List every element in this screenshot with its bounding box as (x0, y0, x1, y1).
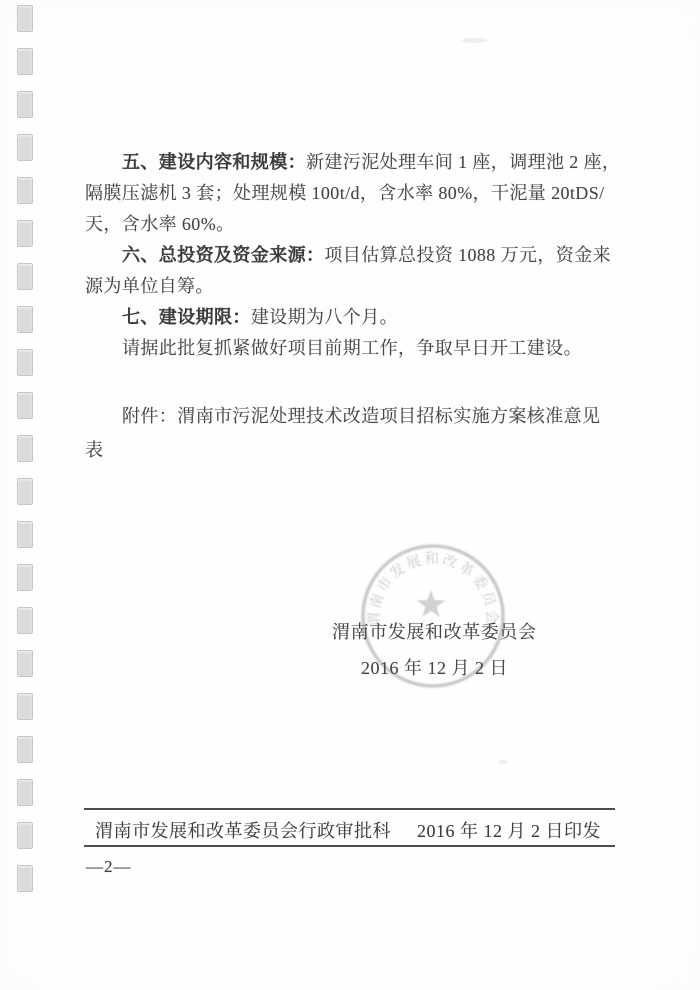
body-line (85, 271, 615, 302)
binding-hole (17, 564, 33, 591)
body-text: 源为单位自筹。 (85, 276, 214, 296)
binding-hole (17, 865, 33, 892)
signature-date: 2016 年 12 月 2 日 (361, 658, 508, 678)
body-line (85, 240, 615, 271)
binding-hole (17, 5, 33, 32)
scan-smudge (498, 760, 508, 764)
footer-print-date: 2016 年 12 月 2 日印发 (417, 821, 601, 841)
body-line (85, 147, 621, 178)
binding-hole (17, 779, 33, 806)
binding-hole (17, 91, 33, 118)
attachment-note (85, 399, 625, 467)
section-heading: 七、建设期限： (122, 307, 251, 327)
scan-smudge (462, 38, 488, 43)
binding-hole (17, 349, 33, 376)
binding-hole (17, 435, 33, 462)
document-body (85, 147, 621, 364)
seal-arc-text: 渭南市发展和改革委员会 (366, 551, 500, 627)
binding-hole (17, 650, 33, 677)
binding-hole (17, 607, 33, 634)
attachment-line: 附件：渭南市污泥处理技术改造项目招标实施方案核准意见 (122, 406, 601, 426)
body-text: 请据此批复抓紧做好项目前期工作，争取早日开工建设。 (122, 338, 582, 358)
binding-hole (17, 134, 33, 161)
body-text: 隔膜压滤机 3 套；处理规模 100t/d，含水率 80%，干泥量 20tDS/ (85, 183, 605, 203)
body-text: 项目估算总投资 1088 万元，资金来 (324, 245, 612, 265)
body-text: 建设期为八个月。 (250, 307, 399, 327)
body-text: 天，含水率 60%。 (85, 214, 235, 234)
binding-hole (17, 521, 33, 548)
binding-hole (17, 306, 33, 333)
footer-department: 渭南市发展和改革委员会行政审批科 (95, 821, 391, 841)
binding-hole (17, 693, 33, 720)
seal-star-icon (417, 590, 446, 617)
footer-rule-bottom (84, 845, 615, 847)
body-text: 新建污泥处理车间 1 座，调理池 2 座， (306, 152, 621, 172)
footer-imprint (84, 817, 615, 843)
attachment-line: 表 (85, 440, 104, 460)
body-line (85, 209, 615, 240)
section-heading: 五、建设内容和规模： (122, 152, 306, 172)
binding-hole (17, 392, 33, 419)
binding-hole (17, 478, 33, 505)
section-heading: 六、总投资及资金来源： (122, 245, 325, 265)
page-number: —2— (86, 857, 132, 876)
binding-hole (17, 263, 33, 290)
binding-hole (17, 48, 33, 75)
binding-hole (17, 822, 33, 849)
footer-rule-top (84, 808, 615, 810)
issuing-agency-signature: 渭南市发展和改革委员会 (332, 622, 537, 642)
binding-hole (17, 177, 33, 204)
binding-hole (17, 736, 33, 763)
body-line (85, 178, 615, 209)
body-line (85, 333, 615, 364)
body-line (85, 302, 615, 333)
binding-hole (17, 220, 33, 247)
